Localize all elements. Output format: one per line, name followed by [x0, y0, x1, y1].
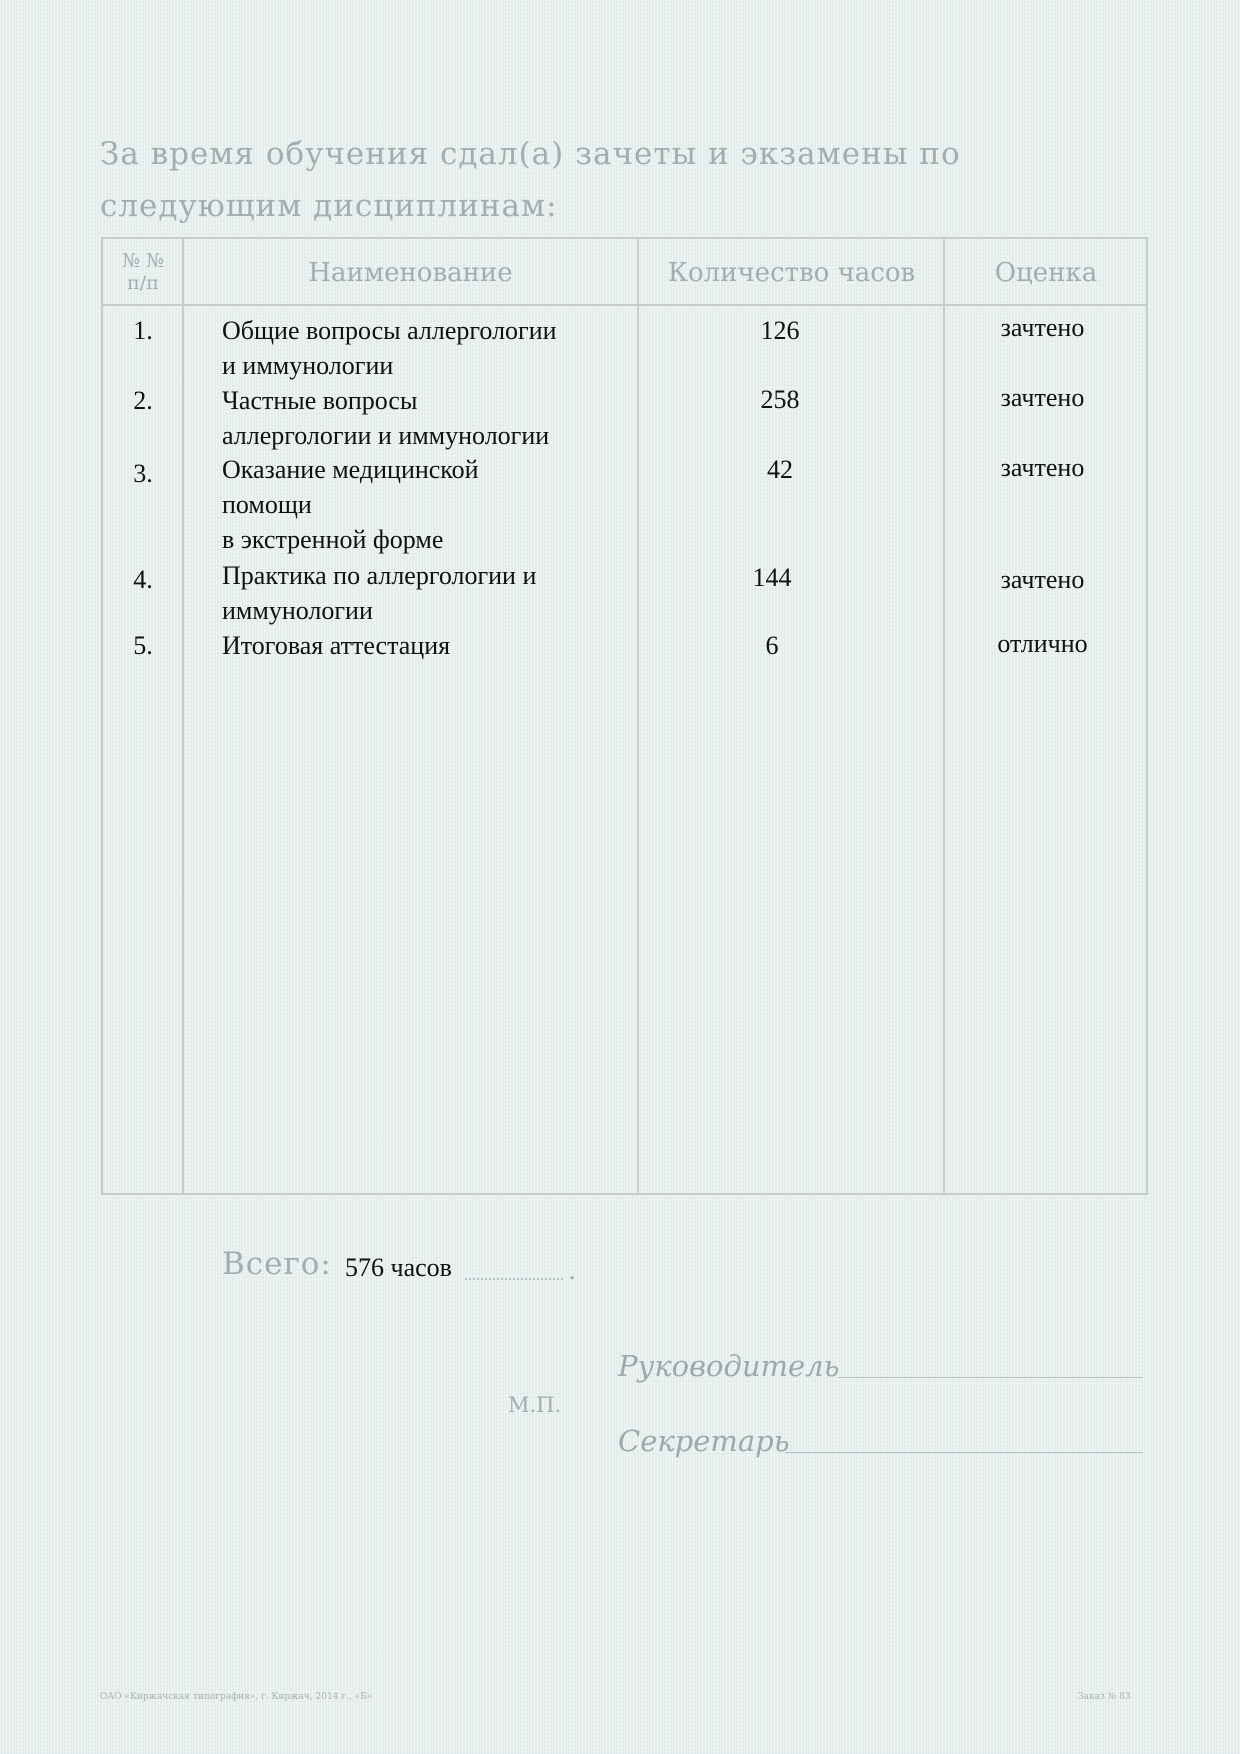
header-hours: Количество часов [667, 258, 916, 288]
total-value: 576 часов [345, 1253, 452, 1282]
row-grade: отлично [997, 629, 1088, 658]
row-hours: 144 [752, 563, 792, 592]
table-column-divider [182, 237, 184, 1195]
header-number [103, 250, 183, 294]
row-hours: 42 [767, 455, 793, 484]
row-number: 4. [133, 565, 153, 594]
row-discipline-name [222, 313, 642, 383]
printer-imprint: ОАО «Киржачская типография», г. Киржач, 2014 г., «Б» [100, 1692, 373, 1702]
row-number: 2. [133, 386, 153, 415]
secretary-signature-label: Секретарь [618, 1424, 790, 1458]
name-line: аллергологии и иммунологии [222, 421, 550, 450]
stamp-mark: М.П. [508, 1393, 562, 1417]
head-signature-line [838, 1377, 1143, 1378]
name-line: Частные вопросы [222, 386, 418, 415]
name-line: Итоговая аттестация [222, 631, 451, 660]
row-discipline-name [222, 628, 642, 663]
header-number-line2: п/п [127, 272, 159, 294]
name-line: в экстренной форме [222, 525, 444, 554]
row-number: 3. [133, 459, 153, 488]
row-grade: зачтено [1000, 565, 1085, 594]
row-grade: зачтено [1000, 383, 1085, 412]
header-number-line1: № № [122, 250, 164, 272]
row-hours: 258 [760, 385, 800, 414]
table-header-divider [101, 304, 1148, 306]
total-fill-line [465, 1278, 563, 1280]
name-line: Оказание медицинской [222, 455, 479, 484]
row-number: 1. [133, 316, 153, 345]
name-line: помощи [222, 490, 312, 519]
row-discipline-name [222, 452, 642, 557]
table-column-divider [943, 237, 945, 1195]
total-label: Всего: [222, 1246, 332, 1282]
name-line: Практика по аллергологии и [222, 561, 537, 590]
head-signature-label: Руководитель [618, 1349, 840, 1383]
total-period: . [568, 1256, 577, 1286]
row-grade: зачтено [1000, 313, 1085, 342]
row-hours: 126 [760, 316, 800, 345]
page-heading: За время обучения сдал(а) зачеты и экзамены по следующим дисциплинам: [100, 136, 961, 224]
row-hours: 6 [765, 631, 779, 660]
name-line: Общие вопросы аллергологии [222, 316, 557, 345]
header-grade: Оценка [994, 258, 1098, 288]
name-line: и иммунологии [222, 351, 394, 380]
order-number: Заказ № 83 [1078, 1692, 1131, 1702]
row-grade: зачтено [1000, 453, 1085, 482]
name-line: иммунологии [222, 596, 373, 625]
secretary-signature-line [785, 1452, 1143, 1453]
header-name: Наименование [308, 258, 513, 288]
row-number: 5. [133, 631, 153, 660]
row-discipline-name [222, 558, 642, 628]
row-discipline-name [222, 383, 642, 453]
